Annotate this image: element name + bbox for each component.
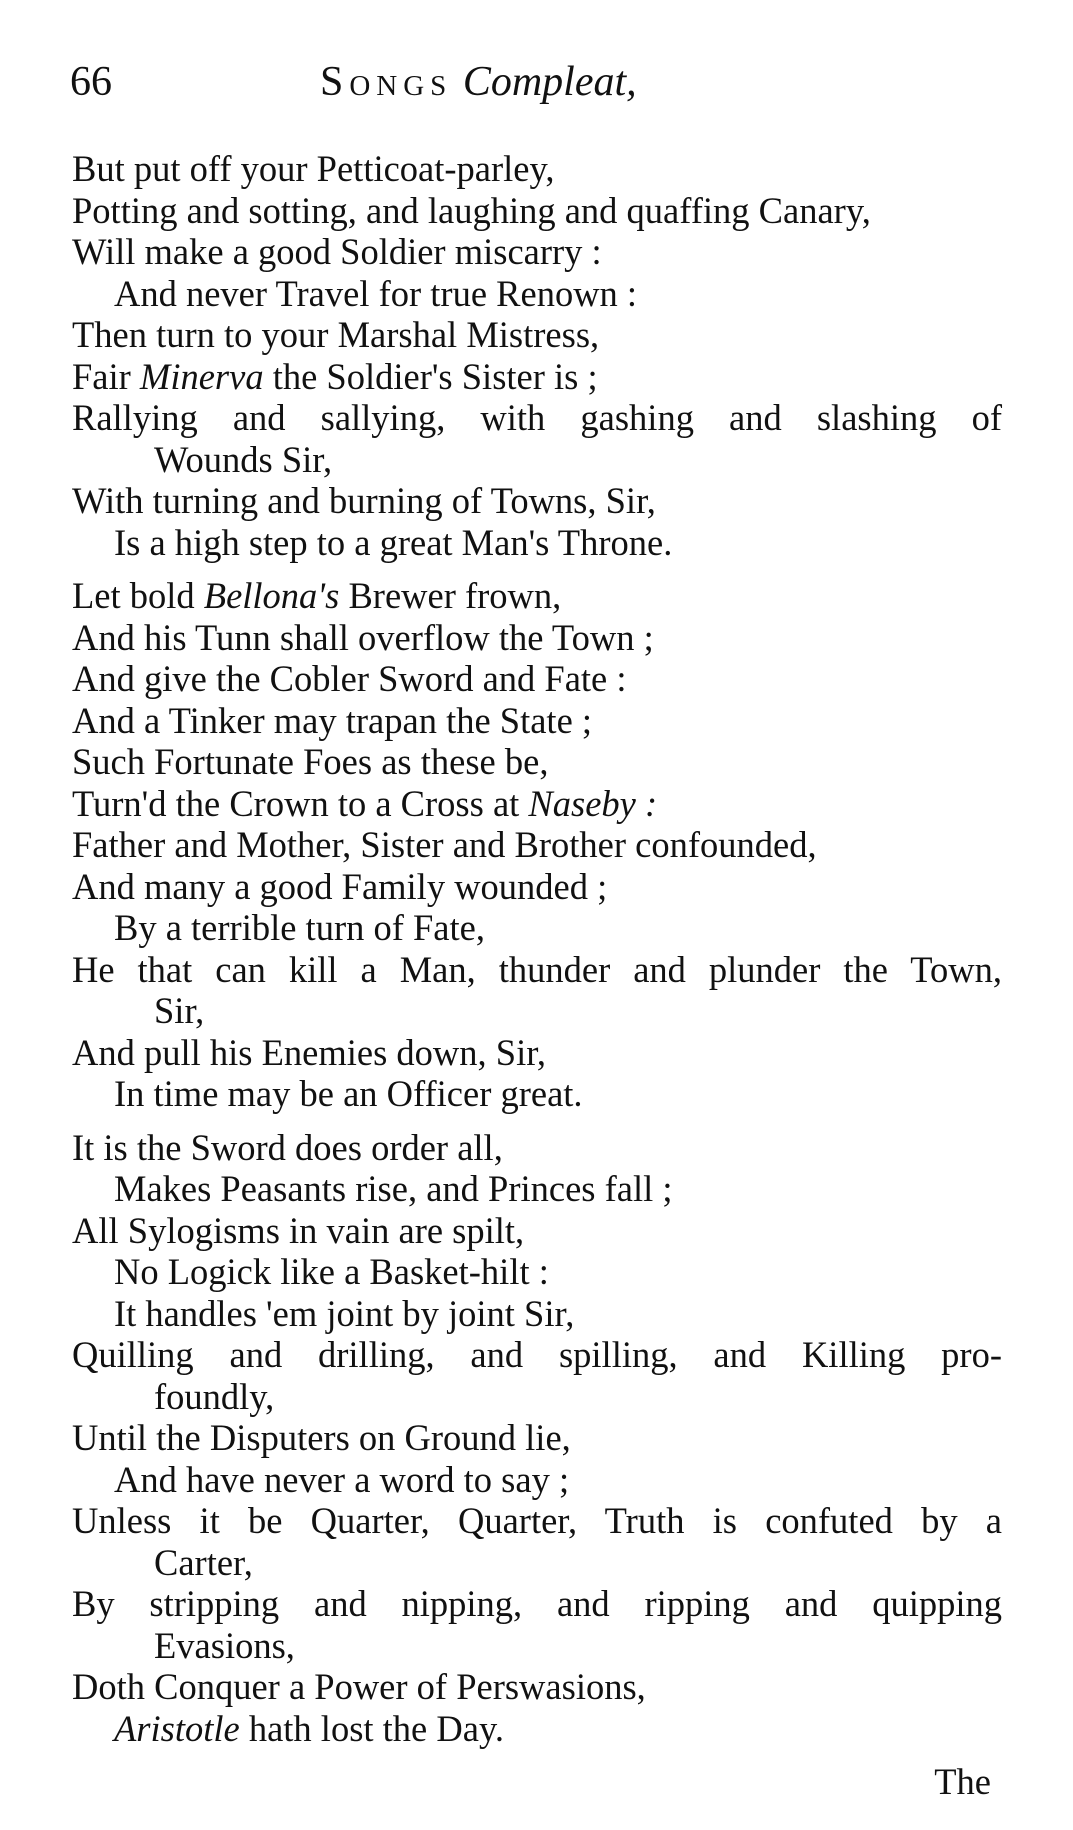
verse-line: It handles 'em joint by joint Sir, bbox=[114, 1292, 575, 1334]
verse-line: Then turn to your Marshal Mistress, bbox=[72, 314, 600, 355]
stanza-gap bbox=[72, 1115, 1002, 1127]
verse-line: It is the Sword does order all, bbox=[72, 1126, 503, 1168]
verse-line: Is a high step to a great Man's Throne. bbox=[114, 521, 673, 563]
stanza-1 bbox=[72, 148, 1002, 563]
stanza-3 bbox=[72, 1127, 1002, 1750]
verse-line: By stripping and nipping, and ripping and quipping bbox=[72, 1583, 1002, 1624]
italic-name: Aristotle bbox=[114, 1707, 240, 1749]
verse-text: Fair bbox=[72, 355, 140, 397]
verse-line bbox=[72, 1708, 1002, 1750]
verse-line: And have never a word to say ; bbox=[114, 1458, 570, 1500]
verse-line: Potting and sotting, and laughing and quaffing Canary, bbox=[72, 189, 871, 231]
verse-line: He that can kill a Man, thunder and plunder the Town, bbox=[72, 948, 1002, 990]
verse-text: Turn'd the Crown to a Cross at bbox=[72, 782, 529, 824]
verse-line-continuation: Wounds Sir, bbox=[154, 438, 333, 480]
page-number: 66 bbox=[70, 59, 112, 105]
verse-line: Makes Peasants rise, and Princes fall ; bbox=[114, 1168, 673, 1209]
verse-line-continuation: Evasions, bbox=[154, 1624, 295, 1666]
verse-line: Until the Disputers on Ground lie, bbox=[72, 1417, 571, 1458]
verse-line: In time may be an Officer great. bbox=[114, 1073, 583, 1114]
running-title bbox=[320, 58, 637, 106]
verse-line-continuation: Carter, bbox=[154, 1541, 253, 1583]
stanza-gap bbox=[72, 563, 1002, 575]
verse-line: Will make a good Soldier miscarry : bbox=[72, 231, 602, 272]
verse-line: And give the Cobler Sword and Fate : bbox=[72, 658, 627, 699]
verse-line bbox=[72, 575, 1002, 617]
verse-line: And never Travel for true Renown : bbox=[114, 272, 638, 314]
verse-line: By a terrible turn of Fate, bbox=[114, 907, 485, 948]
page-header bbox=[70, 58, 993, 118]
verse-line: And pull his Enemies down, Sir, bbox=[72, 1031, 547, 1073]
verse-line: Quilling and drilling, and spilling, and Killing pro- bbox=[72, 1334, 1002, 1375]
verse-line: Doth Conquer a Power of Perswasions, bbox=[72, 1666, 646, 1707]
song-text bbox=[72, 148, 1002, 1749]
stanza-2 bbox=[72, 575, 1002, 1115]
verse-line: And his Tunn shall overflow the Town ; bbox=[72, 616, 654, 658]
verse-line-continuation: foundly, bbox=[154, 1375, 275, 1417]
running-title-italic: Compleat, bbox=[462, 59, 637, 105]
verse-line: But put off your Petticoat-parley, bbox=[72, 148, 555, 189]
verse-line: All Sylogisms in vain are spilt, bbox=[72, 1209, 525, 1251]
verse-line: Rallying and sallying, with gashing and slashing of bbox=[72, 397, 1002, 438]
italic-name: Minerva bbox=[139, 355, 264, 397]
verse-line: Such Fortunate Foes as these be, bbox=[72, 741, 549, 782]
verse-line bbox=[72, 356, 1002, 398]
verse-line: No Logick like a Basket-hilt : bbox=[114, 1251, 549, 1292]
verse-text: hath lost the Day. bbox=[239, 1707, 504, 1749]
verse-text: Let bold bbox=[72, 575, 204, 616]
verse-text: the Soldier's Sister is ; bbox=[263, 355, 598, 397]
catchword: The bbox=[934, 1761, 991, 1802]
verse-text: Brewer frown, bbox=[339, 575, 562, 616]
italic-name: Naseby : bbox=[528, 782, 658, 824]
italic-name: Bellona's bbox=[203, 575, 340, 616]
verse-line: And a Tinker may trapan the State ; bbox=[72, 699, 593, 741]
running-title-caps: Songs bbox=[320, 59, 453, 105]
verse-line: With turning and burning of Towns, Sir, bbox=[72, 480, 656, 521]
verse-line: Father and Mother, Sister and Brother confounded, bbox=[72, 824, 817, 865]
verse-line bbox=[72, 783, 1002, 825]
verse-line: And many a good Family wounded ; bbox=[72, 865, 608, 907]
verse-line: Unless it be Quarter, Quarter, Truth is confuted by a bbox=[72, 1500, 1002, 1541]
verse-line-continuation: Sir, bbox=[154, 990, 205, 1031]
